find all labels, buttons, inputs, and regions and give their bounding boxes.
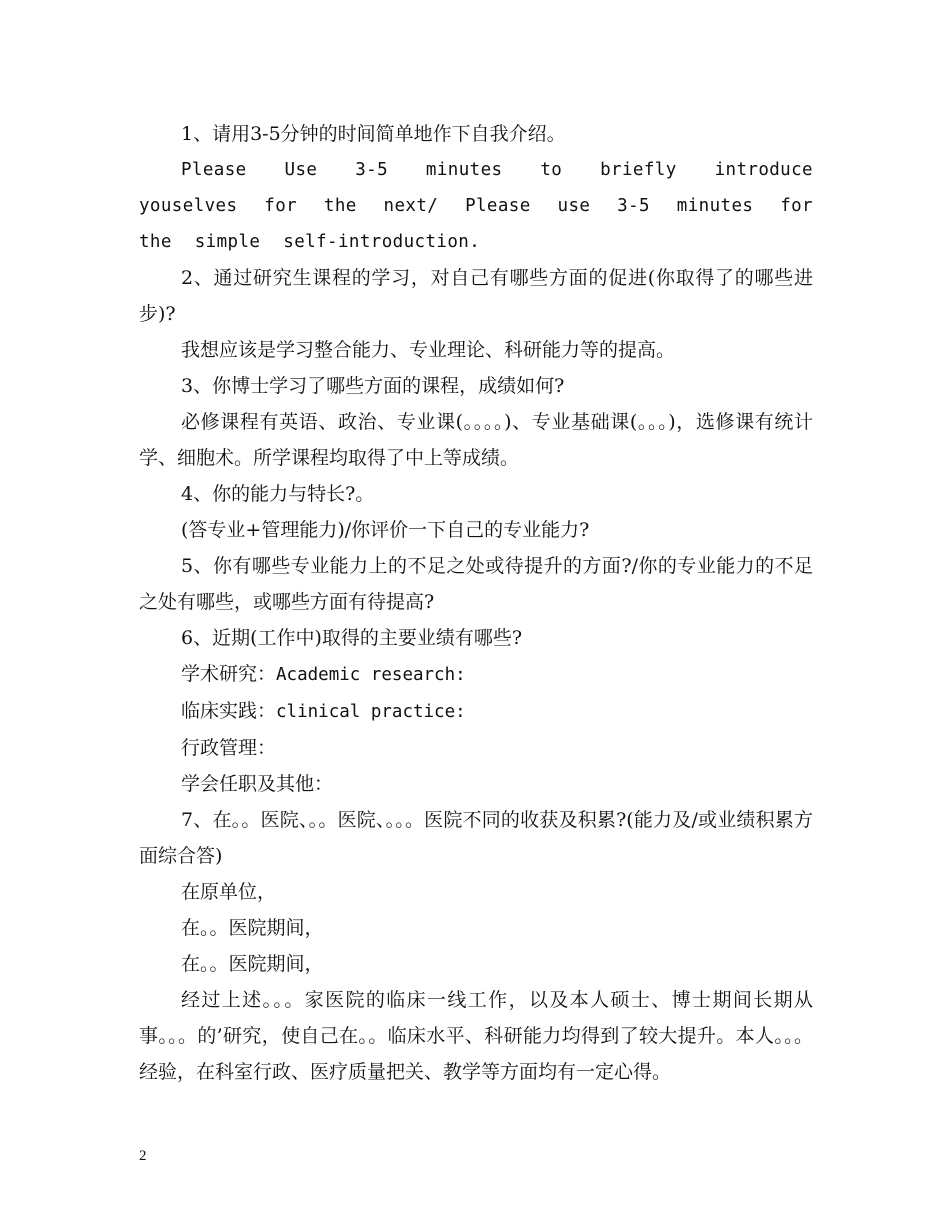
- question-5: 5、你有哪些专业能力上的不足之处或待提升的方面?/你的专业能力的不足之处有哪些，或哪些方面有待提高?: [139, 555, 813, 613]
- answer-7-summary: 经过上述。。。家医院的临床一线工作，以及本人硕士、博士期间长期从事。。。的’研究，使自己在。。临床水平、科研能力均得到了较大提升。本人。。。经验，在科室行政、医疗质量把关、教学等方面均有一定心得。: [139, 989, 813, 1083]
- answer-2: 我想应该是学习整合能力、专业理论、科研能力等的提高。: [181, 339, 676, 361]
- academic-research-english: Academic research:: [276, 665, 466, 685]
- question-3: 3、你博士学习了哪些方面的课程，成绩如何?: [181, 375, 565, 397]
- question-4: 4、你的能力与特长?。: [181, 483, 375, 505]
- clinical-practice-line: [139, 693, 813, 730]
- academic-research-line: [139, 656, 813, 693]
- question-6: 6、近期(工作中)取得的主要业绩有哪些?: [181, 627, 523, 649]
- page-number: 2: [139, 1148, 147, 1164]
- answer-7-hospital-b: 在。。医院期间，: [181, 953, 324, 975]
- administration-line: 行政管理：: [181, 737, 277, 759]
- question-7: 7、在。。医院、。。医院、。。。医院不同的收获及积累?(能力及/或业绩积累方面综合答): [139, 809, 813, 867]
- document-body: [139, 116, 813, 1090]
- clinical-practice-label: 临床实践：: [181, 700, 277, 722]
- answer-3: 必修课程有英语、政治、专业课(。。。。)、专业基础课(。。。)，选修课有统计学、细胞术。所学课程均取得了中上等成绩。: [139, 411, 813, 469]
- question-1-english: Please Use 3-5 minutes to briefly introduce youselves for the next/ Please use 3-5 minutes for the simple self-introduction.: [139, 160, 813, 252]
- academic-research-label: 学术研究：: [181, 663, 277, 685]
- question-4-note: (答专业+管理能力)/你评价一下自己的专业能力?: [181, 519, 590, 541]
- clinical-practice-english: clinical practice:: [276, 702, 466, 722]
- answer-7-original-unit: 在原单位，: [181, 881, 277, 903]
- society-positions-line: 学会任职及其他：: [181, 773, 334, 795]
- answer-7-hospital-a: 在。。医院期间，: [181, 917, 324, 939]
- question-1: 1、请用3-5分钟的时间简单地作下自我介绍。: [181, 123, 566, 145]
- question-2: 2、通过研究生课程的学习，对自己有哪些方面的促进(你取得了的哪些进步)?: [139, 267, 813, 325]
